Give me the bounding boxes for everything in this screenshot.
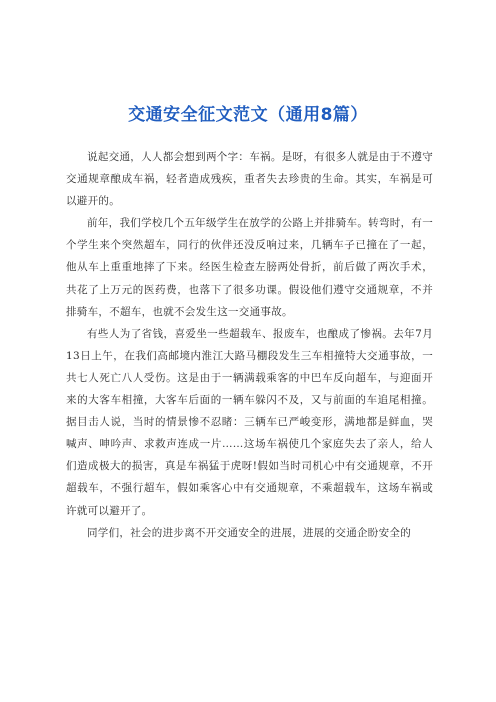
paragraph-3: 有些人为了省钱，喜爱坐一些超载车、报废车，也酿成了惨祸。去年7月13日上午，在我们高邮境内淮江大路马棚段发生三车相撞特大交通事故，一共七人死亡八人受伤。这是由于一辆满载乘客的中巴车反向超车，与迎面开来的大客车相撞，大客车后面的一辆车躲闪不及，又与前面的车追尾相撞。据目击人说，当时的情景惨不忍睹：三辆车已严峻变形，满地都是鲜血，哭喊声、呻吟声、求救声连成一片……这场车祸使几个家庭失去了亲人，给人们造成极大的损害，真是车祸猛于虎呀!假如当时司机心中有交通规章，不开超载车，不强行超车，假如乘客心中有交通规章，不乘超载车，这场车祸或许就可以避开了。 — [66, 327, 433, 517]
document-body — [66, 146, 433, 544]
paragraph-1: 说起交通，人人都会想到两个字：车祸。是呀，有很多人就是由于不遵守交通规章酿成车祸，轻者造成残疾，重者失去珍贵的生命。其实，车祸是可以避开的。 — [66, 151, 433, 208]
paragraph-2: 前年，我们学校几个五年级学生在放学的公路上并排骑车。转弯时，有一个学生来个突然超车，同行的伙伴还没反响过来，几辆车子已撞在了一起，他从车上重重地摔了下来。经医生检查左膀两处骨折，前后做了两次手术，共花了上万元的医药费，也落下了很多功课。假设他们遵守交通规章，不并排骑车，不超车，也就不会发生这一交通事故。 — [66, 217, 433, 318]
document-title: 交通安全征文范文（通用8篇） — [128, 105, 368, 125]
paragraph-4: 同学们，社会的进步离不开交通安全的进展，进展的交通企盼安全的 — [87, 526, 411, 539]
